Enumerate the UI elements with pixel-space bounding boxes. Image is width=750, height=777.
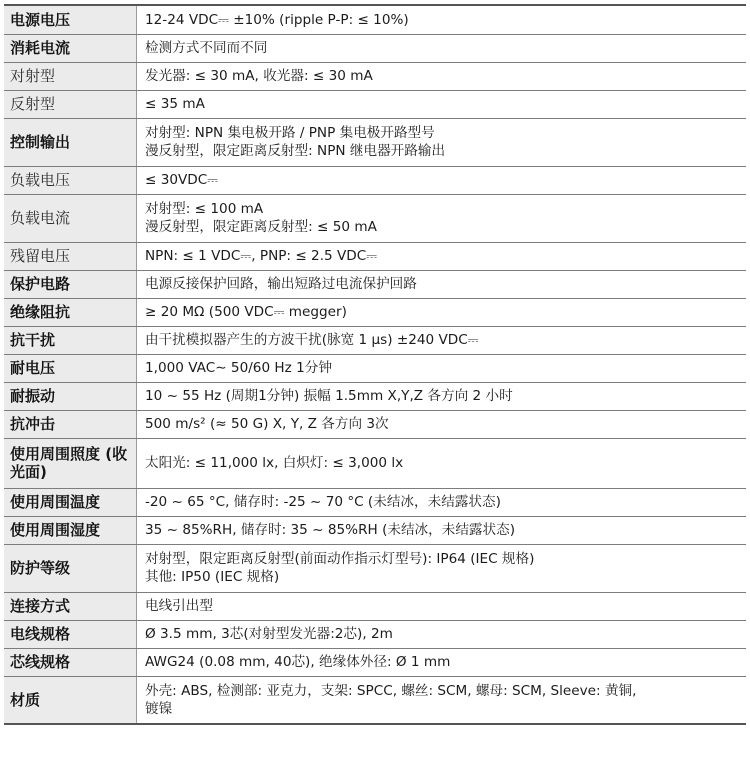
spec-value-line: ≥ 20 MΩ (500 VDC⎓ megger) — [145, 304, 347, 320]
spec-row-residual-voltage — [4, 242, 746, 270]
spec-value — [137, 592, 747, 620]
spec-label: 使用周围温度 — [4, 488, 137, 516]
spec-label: 控制输出 — [4, 118, 137, 166]
spec-label: 抗冲击 — [4, 410, 137, 438]
spec-table-body — [4, 5, 746, 724]
spec-value — [137, 516, 747, 544]
spec-value-line: ≤ 35 mA — [145, 96, 205, 112]
spec-label: 反射型 — [4, 90, 137, 118]
spec-row-through-beam — [4, 62, 746, 90]
spec-value-line: 10 ~ 55 Hz (周期1分钟) 振幅 1.5mm X,Y,Z 各方向 2 小时 — [145, 388, 513, 404]
spec-label: 保护电路 — [4, 270, 137, 298]
spec-label: 绝缘阻抗 — [4, 298, 137, 326]
spec-value-line: 电源反接保护回路，输出短路过电流保护回路 — [145, 276, 417, 292]
spec-value-line: 500 m/s² (≈ 50 G) X, Y, Z 各方向 3次 — [145, 416, 389, 432]
spec-label: 材质 — [4, 676, 137, 724]
spec-row-load-voltage — [4, 166, 746, 194]
spec-value — [137, 354, 747, 382]
spec-row-protection-rating — [4, 544, 746, 592]
spec-value — [137, 166, 747, 194]
spec-label: 连接方式 — [4, 592, 137, 620]
spec-value-line: 由干扰模拟器产生的方波干扰(脉宽 1 μs) ±240 VDC⎓ — [145, 332, 479, 348]
spec-value-line: 镀镍 — [145, 700, 173, 717]
spec-value — [137, 118, 747, 166]
spec-value — [137, 90, 747, 118]
spec-label: 耐电压 — [4, 354, 137, 382]
spec-row-shock — [4, 410, 746, 438]
spec-row-ambient-temperature — [4, 488, 746, 516]
spec-value-line: 漫反射型，限定距离反射型: ≤ 50 mA — [145, 219, 377, 235]
spec-row-dielectric-strength — [4, 354, 746, 382]
spec-label: 耐振动 — [4, 382, 137, 410]
spec-value-line: 电线引出型 — [145, 598, 213, 614]
spec-label: 负载电压 — [4, 166, 137, 194]
spec-table — [4, 4, 746, 725]
spec-value-line: ≤ 30VDC⎓ — [145, 172, 219, 188]
spec-row-material — [4, 676, 746, 724]
spec-value — [137, 298, 747, 326]
spec-value-line: 对射型: ≤ 100 mA — [145, 201, 264, 217]
spec-row-reflective — [4, 90, 746, 118]
spec-value — [137, 410, 747, 438]
spec-value-line: 发光器: ≤ 30 mA, 收光器: ≤ 30 mA — [145, 68, 373, 84]
spec-value — [137, 676, 747, 724]
spec-value — [137, 5, 747, 34]
spec-row-control-output — [4, 118, 746, 166]
spec-value — [137, 194, 747, 242]
spec-value-line: NPN: ≤ 1 VDC⎓, PNP: ≤ 2.5 VDC⎓ — [145, 248, 378, 264]
spec-value-line: 其他: IP50 (IEC 规格) — [145, 569, 280, 585]
spec-value-line: 12-24 VDC⎓ ±10% (ripple P-P: ≤ 10%) — [145, 11, 409, 28]
spec-label: 抗干扰 — [4, 326, 137, 354]
spec-value — [137, 270, 747, 298]
spec-value-line: Ø 3.5 mm, 3芯(对射型发光器:2芯), 2m — [145, 626, 393, 642]
spec-value-line: 35 ~ 85%RH, 储存时: 35 ~ 85%RH (未结冰，未结露状态) — [145, 522, 516, 538]
spec-label: 负载电流 — [4, 194, 137, 242]
spec-value — [137, 242, 747, 270]
spec-label: 电线规格 — [4, 620, 137, 648]
spec-value — [137, 34, 747, 62]
spec-value-line: 太阳光: ≤ 11,000 lx, 白炽灯: ≤ 3,000 lx — [145, 455, 404, 471]
spec-row-vibration — [4, 382, 746, 410]
spec-row-power-voltage — [4, 5, 746, 34]
spec-value — [137, 544, 747, 592]
spec-row-connection-type — [4, 592, 746, 620]
spec-value-line: 对射型: NPN 集电极开路 / PNP 集电极开路型号 — [145, 125, 435, 141]
spec-label: 芯线规格 — [4, 648, 137, 676]
spec-label: 使用周围照度 (收光面) — [4, 438, 137, 488]
spec-row-core-spec — [4, 648, 746, 676]
spec-row-load-current — [4, 194, 746, 242]
spec-value-line: 检测方式不同而不同 — [145, 40, 268, 56]
spec-value — [137, 488, 747, 516]
spec-label: 电源电压 — [4, 5, 137, 34]
spec-value — [137, 438, 747, 488]
spec-value-line: AWG24 (0.08 mm, 40芯), 绝缘体外径: Ø 1 mm — [145, 654, 451, 670]
spec-value — [137, 382, 747, 410]
spec-label: 防护等级 — [4, 544, 137, 592]
spec-value-line: 1,000 VAC∼ 50/60 Hz 1分钟 — [145, 360, 332, 376]
spec-row-insulation-resistance — [4, 298, 746, 326]
spec-row-protection-circuit — [4, 270, 746, 298]
spec-row-cable-spec — [4, 620, 746, 648]
spec-label: 残留电压 — [4, 242, 137, 270]
spec-row-noise-immunity — [4, 326, 746, 354]
spec-value — [137, 62, 747, 90]
spec-value — [137, 620, 747, 648]
spec-value-line: 外壳: ABS, 检测部: 亚克力，支架: SPCC, 螺丝: SCM, 螺母: SCM, Sleeve: 黄铜, — [145, 682, 637, 699]
spec-value — [137, 326, 747, 354]
spec-value-line: -20 ~ 65 °C, 储存时: -25 ~ 70 °C (未结冰，未结露状态) — [145, 494, 501, 510]
spec-row-current-consumption — [4, 34, 746, 62]
spec-value — [137, 648, 747, 676]
spec-row-ambient-illumination — [4, 438, 746, 488]
spec-label: 使用周围湿度 — [4, 516, 137, 544]
spec-label: 消耗电流 — [4, 34, 137, 62]
spec-value-line: 对射型，限定距离反射型(前面动作指示灯型号): IP64 (IEC 规格) — [145, 551, 535, 567]
spec-value-line: 漫反射型，限定距离反射型: NPN 继电器开路输出 — [145, 143, 446, 159]
spec-row-ambient-humidity — [4, 516, 746, 544]
spec-label: 对射型 — [4, 62, 137, 90]
